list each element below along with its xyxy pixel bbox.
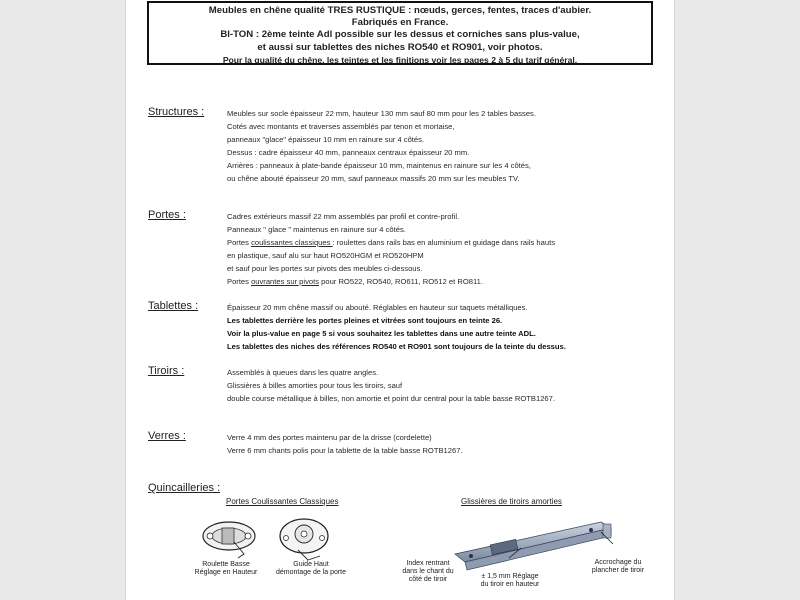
- structures-line: Dessus : cadre épaisseur 40 mm, panneaux centraux épaisseur 20 mm.: [227, 147, 470, 157]
- structures-body: [227, 108, 667, 185]
- section-label-tablettes: Tablettes :: [148, 300, 199, 312]
- tiroirs-line: double course métallique à billes, non amortie et point dur central pour la table basse ROTB1267.: [227, 393, 555, 403]
- tablettes-bold-line: Les tablettes des niches des références RO540 et RO901 sont toujours de la teinte du dessus.: [227, 341, 566, 351]
- portes-line: [227, 237, 667, 250]
- banner-line-1: Meubles en chêne qualité TRES RUSTIQUE : nœuds, gerces, fentes, traces d'aubier.: [208, 5, 592, 16]
- portes-body: [227, 211, 667, 288]
- verres-line: Verre 6 mm chants polis pour la tablette de la table basse ROTB1267.: [227, 445, 463, 455]
- portes-text: : roulettes dans rails bas en aluminium et guidage dans rails hauts: [332, 237, 555, 247]
- caption-line: du tiroir en hauteur: [480, 581, 540, 588]
- caption-reglage-hauteur: [470, 573, 550, 589]
- caption-line: Réglage en Hauteur: [194, 569, 258, 576]
- roulette-basse-illustration: [196, 514, 266, 564]
- verres-body: [227, 432, 667, 458]
- caption-guide-haut: [266, 561, 356, 577]
- caption-line: Roulette Basse: [202, 561, 250, 568]
- structures-line: Meubles sur socle épaisseur 22 mm, hauteur 130 mm sauf 80 mm pour les 2 tables basses.: [227, 109, 536, 118]
- tiroirs-line: Glissières à billes amorties pour tous les tiroirs, sauf: [227, 380, 403, 390]
- portes-line: [227, 276, 667, 289]
- caption-line: côté de tiroir: [408, 576, 448, 583]
- caption-line: Guide Haut: [293, 561, 329, 568]
- caption-roulette-basse: [186, 561, 266, 577]
- section-label-structures: Structures :: [148, 106, 205, 118]
- portes-text: Portes: [227, 276, 252, 286]
- portes-line: Panneaux " glace " maintenus en rainure sur 4 côtés.: [227, 224, 406, 234]
- caption-line: plancher de tiroir: [591, 567, 645, 574]
- header-banner: [147, 1, 653, 65]
- portes-text: Portes: [227, 237, 252, 247]
- caption-line: démontage de la porte: [275, 569, 347, 576]
- portes-line: Cadres extérieurs massif 22 mm assemblés par profil et contre-profil.: [227, 212, 460, 221]
- coulissantes-classiques-text: coulissantes classiques: [251, 237, 333, 247]
- banner-line-4: et aussi sur tablettes des niches RO540 et RO901, voir photos.: [257, 41, 543, 53]
- section-label-quincailleries: Quincailleries :: [148, 482, 221, 494]
- caption-line: Accrochage du: [594, 559, 642, 566]
- banner-line-3: BI-TON : 2ème teinte Adl possible sur les dessus et corniches sans plus-value,: [220, 29, 580, 41]
- tiroirs-line: Assemblés à queues dans les quatre angles.: [227, 368, 379, 377]
- ouvrantes-pivots-text: ouvrantes sur pivots: [251, 276, 320, 286]
- caption-accrochage-plancher: [578, 559, 658, 575]
- tablettes-bold-line: Voir la plus-value en page 5 si vous souhaitez les tablettes dans une autre teinte ADL.: [227, 328, 536, 338]
- tiroirs-body: [227, 367, 667, 406]
- tablettes-body: [227, 302, 667, 354]
- tablettes-line: Épaisseur 20 mm chêne massif ou abouté. Réglables en hauteur sur taquets métalliques.: [227, 303, 528, 312]
- banner-line-2: Fabriqués en France.: [351, 17, 449, 29]
- caption-line: ± 1,5 mm Réglage: [481, 573, 539, 580]
- glissieres-heading: Glissières de tiroirs amorties: [461, 497, 562, 506]
- banner-line-5: Pour la qualité du chêne, les teintes et les finitions voir les pages 2 à 5 du tarif général.: [222, 54, 578, 65]
- caption-line: Index rentrant: [406, 560, 450, 567]
- portes-coulissantes-heading: Portes Coulissantes Classiques: [226, 497, 339, 506]
- caption-line: dans le chant du: [402, 568, 454, 575]
- guide-haut-illustration: [274, 510, 334, 564]
- structures-line: Arrières : panneaux à plate-bande épaisseur 10 mm, maintenus en rainure sur les 4 côtés,: [227, 160, 531, 170]
- caption-index-rentrant: [393, 560, 463, 584]
- tablettes-bold-line: Les tablettes derrière les portes pleines et vitrées sont toujours en teinte 26.: [227, 315, 503, 325]
- section-label-tiroirs: Tiroirs :: [148, 365, 185, 377]
- portes-line: en plastique, sauf alu sur haut RO520HGM et RO520HPM: [227, 250, 424, 260]
- structures-line: ou chêne abouté épaisseur 20 mm, sauf panneaux massifs 20 mm sur les meubles TV.: [227, 173, 520, 183]
- structures-line: Cotés avec montants et traverses assemblés par tenon et mortaise,: [227, 121, 455, 131]
- structures-line: panneaux "glace" épaisseur 10 mm en rainure sur 4 côtés.: [227, 134, 425, 144]
- portes-line: et sauf pour les portes sur pivots des meubles ci-dessous.: [227, 263, 423, 273]
- section-label-portes: Portes :: [148, 209, 186, 221]
- section-label-verres: Verres :: [148, 430, 186, 442]
- portes-text: pour RO522, RO540, RO611, RO512 et RO811.: [319, 276, 483, 286]
- document-page: [125, 0, 675, 600]
- verres-line: Verre 4 mm des portes maintenu par de la drisse (cordelette): [227, 433, 432, 442]
